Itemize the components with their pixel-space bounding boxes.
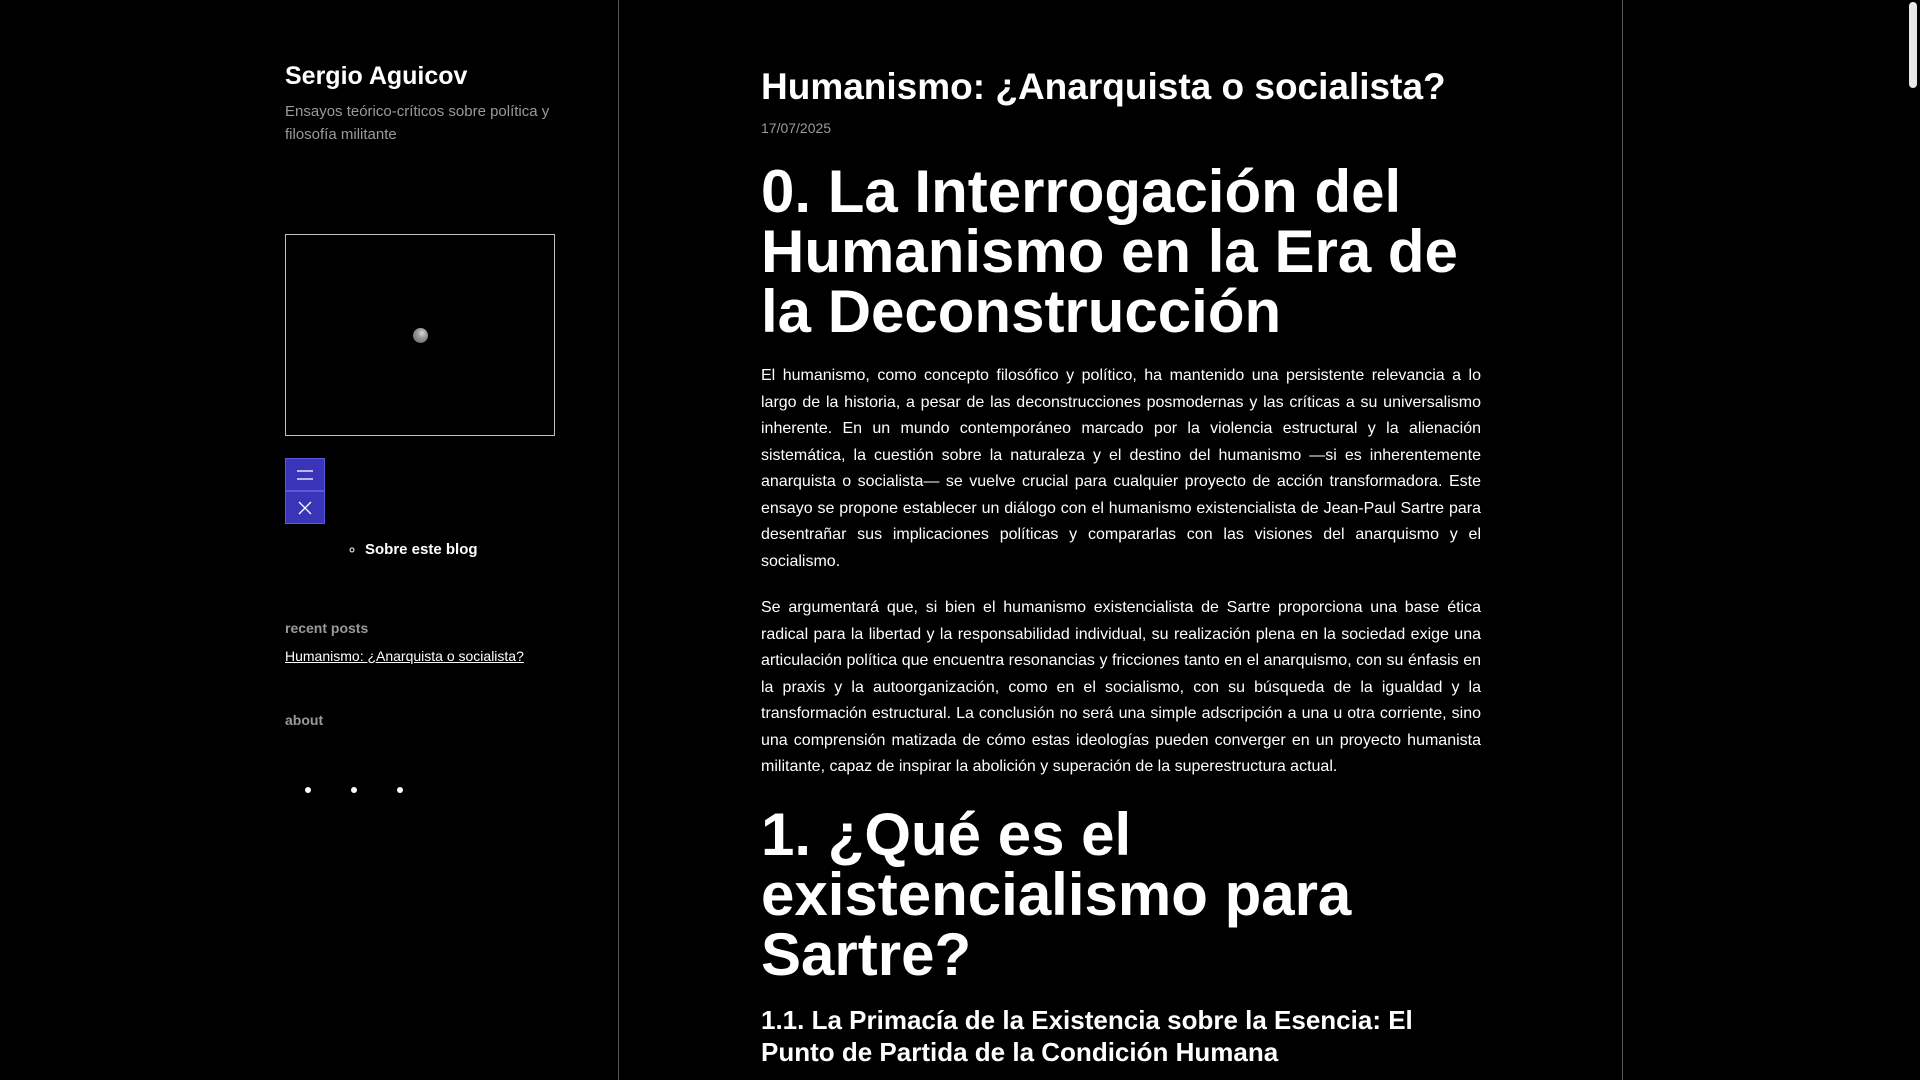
media-embed[interactable] bbox=[285, 234, 555, 436]
post-date: 17/07/2025 bbox=[761, 120, 832, 136]
about-list-bullet bbox=[397, 787, 403, 793]
about-list-bullet bbox=[351, 787, 357, 793]
close-x-icon bbox=[297, 500, 313, 516]
recent-posts-title: recent posts bbox=[285, 620, 369, 636]
sidebar bbox=[0, 0, 619, 1080]
section-heading: 1. ¿Qué es el existencialismo para Sartre? bbox=[761, 801, 1352, 988]
menu-open-button[interactable] bbox=[285, 458, 325, 491]
nav-item-sobre-este-blog[interactable]: ◦ Sobre este blog bbox=[365, 541, 478, 559]
post-title: Humanismo: ¿Anarquista o socialista? bbox=[761, 66, 1446, 107]
scrollbar-thumb[interactable] bbox=[1909, 2, 1917, 88]
menu-lines-icon bbox=[296, 468, 314, 482]
about-list bbox=[305, 787, 403, 793]
sidebar-nav bbox=[365, 541, 478, 559]
paragraph: El humanismo, como concepto filosófico y político, ha mantenido una persistente relevancia a lo largo de la historia, a pesar de las deconstrucciones posmodernas y las críticas a su universalismo inherente. En un mundo contemporáneo marcado por la violencia estructural y la alienación sistemática, la cuestión sobre la naturaleza y el destino del humanismo —si es inherentemente anarquista o socialista— se vuelve crucial para cualquier proyecto de acción transformadora. Este ensayo se propone establecer un diálogo con el humanismo existencialista de Jean-Paul Sartre para desentrañar sus implicaciones políticas y compararlas con las visiones del anarquismo y el socialismo. bbox=[761, 367, 1481, 570]
scrollbar[interactable] bbox=[1905, 0, 1920, 1080]
loading-spinner-icon bbox=[413, 328, 428, 343]
about-list-bullet bbox=[305, 787, 311, 793]
subsection-heading: 1.1. La Primacía de la Existencia sobre la Esencia: El Punto de Partida de la Condición Humana bbox=[761, 1005, 1413, 1067]
about-title: about bbox=[285, 712, 324, 728]
site-title[interactable]: Sergio Aguicov bbox=[285, 62, 468, 90]
paragraph: Se argumentará que, si bien el humanismo existencialista de Sartre proporciona una base ética radical para la libertad y la responsabilidad individual, su realización plena en la sociedad exige una articulación política que encuentra resonancias y fricciones tanto en el anarquismo, con su énfasis en la praxis y la autoorganización, como en el socialismo, con su búsqueda de la igualdad y la transformación estructural. La conclusión no será una simple adscripción a una u otra corriente, sino una comprensión matizada de cómo estas ideologías pueden converger en un proyecto humanista militante, capaz de inspirar la abolición y superación de la superestructura actual. bbox=[761, 599, 1481, 775]
main-content bbox=[619, 0, 1623, 1080]
recent-post-link[interactable]: Humanismo: ¿Anarquista o socialista? bbox=[285, 648, 524, 664]
site-description: Ensayos teórico-críticos sobre política y filosofía militante bbox=[285, 103, 550, 143]
section-heading: 0. La Interrogación del Humanismo en la Era de la Deconstrucción bbox=[761, 158, 1458, 345]
menu-close-button[interactable] bbox=[285, 491, 325, 524]
